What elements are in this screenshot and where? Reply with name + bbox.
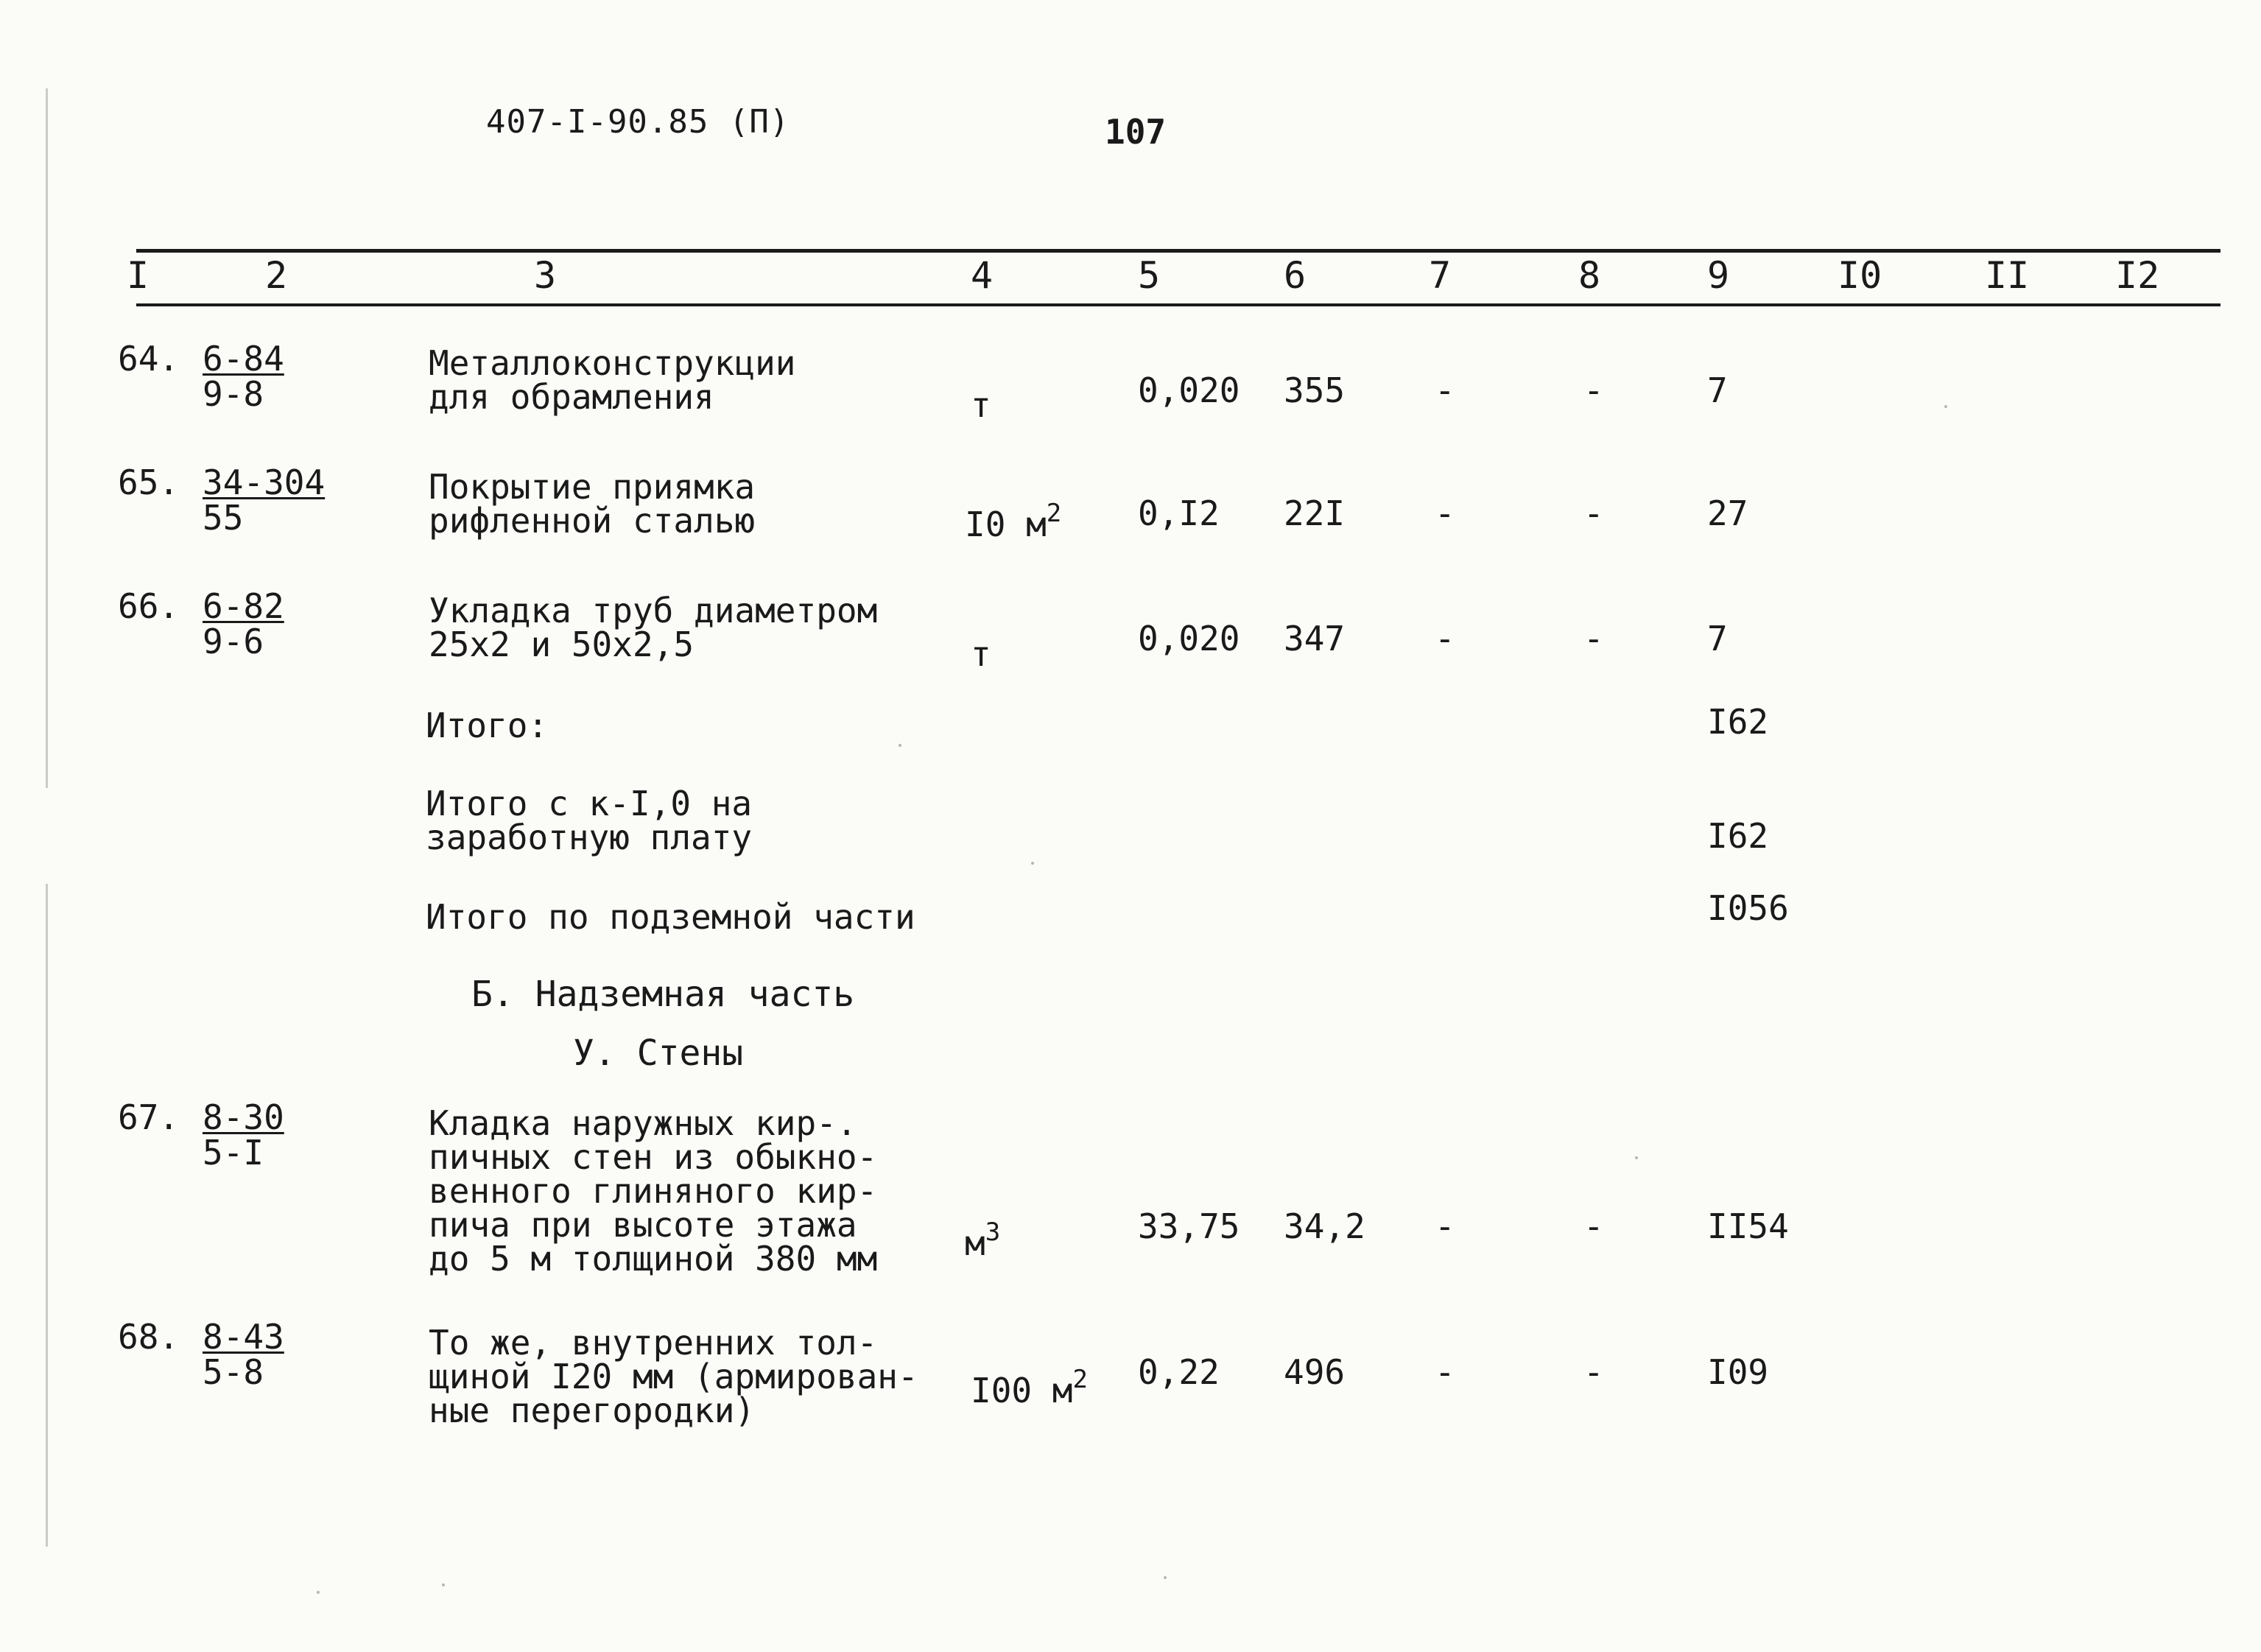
scan-speck (317, 1591, 320, 1594)
scan-edge-mark (46, 884, 48, 1547)
column-header-12: I2 (2115, 254, 2160, 297)
col8-value: - (1583, 1206, 1604, 1246)
work-description: Укладка труб диаметром 25х2 и 50х2,5 (429, 591, 878, 664)
total-cost: II54 (1707, 1206, 1789, 1246)
row-number: 66. (118, 586, 180, 626)
work-description: То же, внутренних тол- щиной I20 мм (армирован- ные перегородки) (429, 1323, 918, 1430)
column-header-2: 2 (265, 254, 288, 297)
unit: т (971, 385, 991, 425)
col8-value: - (1583, 370, 1604, 410)
column-header-5: 5 (1138, 254, 1161, 297)
col7-value: - (1435, 1352, 1455, 1392)
col7-value: - (1435, 370, 1455, 410)
scan-speck (442, 1584, 445, 1586)
rate-code-bottom: 9-8 (203, 374, 264, 414)
scan-speck (1944, 405, 1947, 408)
work-description: Металлоконструкции для обрамления (429, 343, 796, 417)
column-header-9: 9 (1707, 254, 1730, 297)
row-number: 65. (118, 463, 180, 502)
unit-price: 355 (1284, 370, 1346, 410)
rate-code-top: 8-43 (203, 1317, 284, 1357)
rate-code-bottom: 9-6 (203, 622, 264, 661)
subtotal-wage-label: Итого с к-I,0 на заработную плату (426, 784, 753, 857)
row-number: 64. (118, 339, 180, 379)
rate-code-bottom: 55 (203, 498, 244, 538)
subtotal-wage-value: I62 (1707, 816, 1769, 856)
rate-code-top: 8-30 (203, 1097, 284, 1137)
scan-edge-mark (46, 88, 48, 788)
rate-code-bottom: 5-8 (203, 1352, 264, 1392)
table-header-rule (136, 303, 2220, 306)
table-top-rule (136, 249, 2220, 253)
document-code: 407-I-90.85 (П) (486, 103, 790, 141)
col8-value: - (1583, 619, 1604, 658)
total-cost: 7 (1707, 619, 1728, 658)
column-header-7: 7 (1429, 254, 1452, 297)
column-header-11: II (1985, 254, 2030, 297)
scan-speck (1031, 862, 1034, 865)
total-cost: 27 (1707, 493, 1748, 533)
scan-speck (1635, 1156, 1638, 1159)
unit-price: 22I (1284, 493, 1346, 533)
quantity: 0,020 (1138, 370, 1240, 410)
quantity: 0,22 (1138, 1352, 1220, 1392)
work-description: Покрытие приямка рифленной сталью (429, 467, 756, 541)
total-cost: 7 (1707, 370, 1728, 410)
unit: т (971, 634, 991, 674)
work-description: Кладка наружных кир-. пичных стен из обыкно- венного глиняного кир- пича при высоте этажа до 5 м толщиной 380 мм (429, 1103, 878, 1279)
rate-code-top: 34-304 (203, 463, 326, 502)
unit-price: 347 (1284, 619, 1346, 658)
quantity: 33,75 (1138, 1206, 1240, 1246)
rate-code-bottom: 5-I (203, 1133, 264, 1173)
page-number: 107 (1105, 112, 1167, 152)
unit-price: 34,2 (1284, 1206, 1365, 1246)
column-header-10: I0 (1838, 254, 1882, 297)
row-number: 67. (118, 1097, 180, 1137)
col7-value: - (1435, 1206, 1455, 1246)
unit: I00 $м^2$ (971, 1365, 1088, 1410)
total-cost: I09 (1707, 1352, 1769, 1392)
row-number: 68. (118, 1317, 180, 1357)
col7-value: - (1435, 493, 1455, 533)
column-header-8: 8 (1578, 254, 1601, 297)
unit-price: 496 (1284, 1352, 1346, 1392)
section-subtitle: У. Стены (573, 1033, 744, 1074)
column-header-1: I (127, 254, 150, 297)
unit: I0 $м^2$ (965, 499, 1062, 544)
column-header-3: 3 (534, 254, 557, 297)
column-header-6: 6 (1284, 254, 1307, 297)
col8-value: - (1583, 1352, 1604, 1392)
col8-value: - (1583, 493, 1604, 533)
section-title: Б. Надземная часть (471, 974, 855, 1015)
col7-value: - (1435, 619, 1455, 658)
rate-code-top: 6-84 (203, 339, 284, 379)
subtotal-label: Итого: (426, 706, 549, 745)
quantity: 0,020 (1138, 619, 1240, 658)
scan-speck (1164, 1576, 1167, 1579)
rate-code-top: 6-82 (203, 586, 284, 626)
quantity: 0,I2 (1138, 493, 1220, 533)
underground-total-value: I056 (1707, 888, 1789, 928)
scan-speck (899, 744, 901, 747)
column-header-4: 4 (971, 254, 994, 297)
subtotal-value: I62 (1707, 702, 1769, 742)
underground-total-label: Итого по подземной части (426, 897, 915, 937)
unit: $м^3$ (965, 1217, 1001, 1263)
